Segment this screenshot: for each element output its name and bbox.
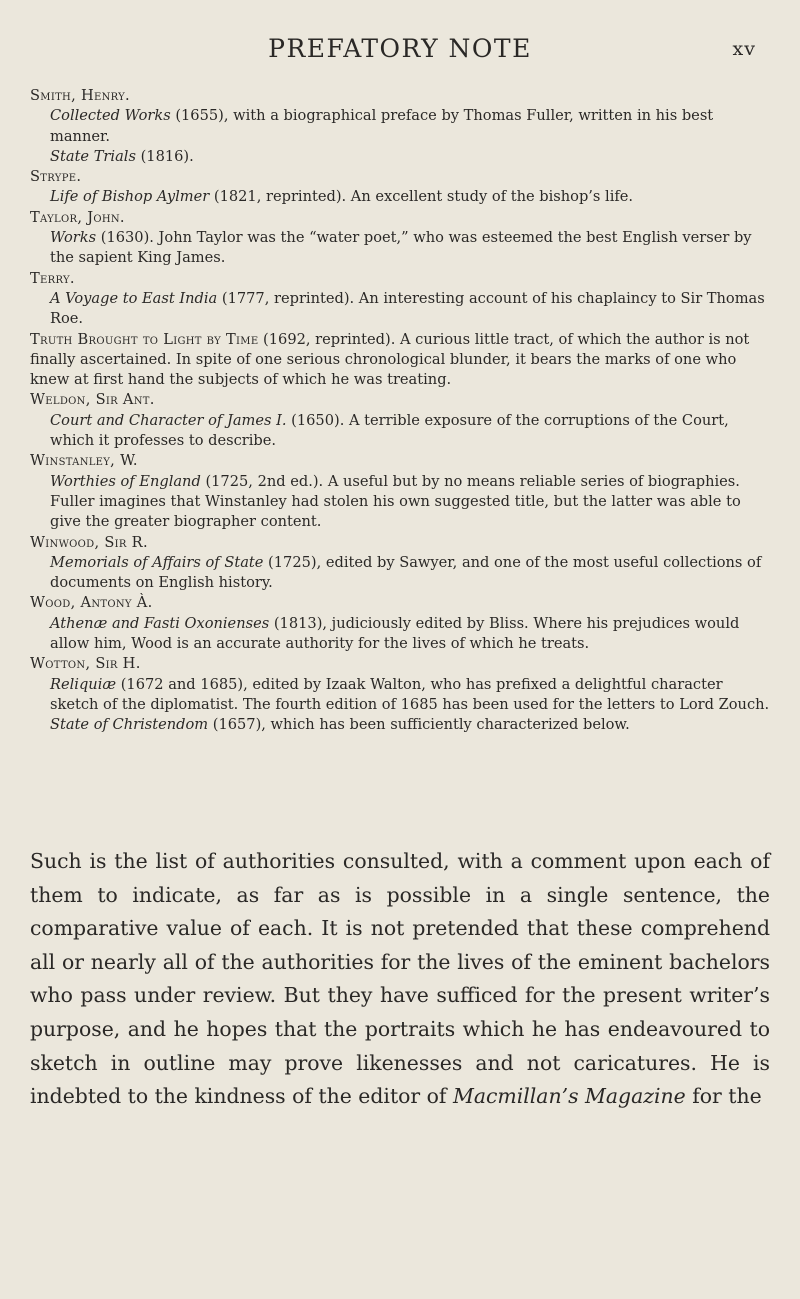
entry-work: [30, 228, 775, 269]
entry-work: [30, 675, 775, 716]
entry-heading: [30, 86, 775, 106]
work-description: (1777, reprinted). An interesting account of his chaplaincy to Sir Thomas Roe.: [50, 289, 765, 328]
entry-heading: [30, 533, 775, 553]
work-description: (1657), which has been sufficiently characterized below.: [208, 716, 630, 734]
work-description: (1672 and 1685), edited by Izaak Walton, who has prefixed a delightful character sketch of the diplomatist. The fourth edition of 1685 has been used for the letters to Lord Zouch.: [50, 675, 770, 713]
work-title: Collected Works: [50, 107, 171, 125]
entry-author: Winwood, Sir R.: [30, 533, 148, 551]
entry-heading: [30, 654, 775, 674]
work-title: Works: [50, 229, 97, 247]
bibliography-entry: [30, 167, 775, 208]
work-description: (1813), judiciously edited by Bliss. Where his prejudices would allow him, Wood is an accurate authority for the lives of which he treats.: [50, 614, 740, 653]
entry-description: (1692, reprinted). A curious little tract, of which the author is not finally ascertained. In spite of one serious chronological blunder, it bears the marks of one who knew at first hand the subjects of which he was treating.: [30, 330, 750, 389]
entry-author: Wood, Antony À.: [30, 594, 153, 612]
work-description: (1821, reprinted). An excellent study of the bishop’s life.: [209, 188, 634, 206]
work-description: (1630). John Taylor was the “water poet,” who was esteemed the best English verser by the sapient King James.: [50, 229, 752, 267]
work-title: Court and Character of James I.: [50, 411, 287, 429]
entry-author: Wotton, Sir H.: [30, 655, 141, 673]
entry-author: Strype.: [30, 168, 82, 186]
closing-tail: for the: [685, 1084, 762, 1109]
page-number: xv: [732, 38, 756, 60]
entry-work: [30, 472, 775, 533]
page-title: PREFATORY NOTE: [268, 34, 532, 63]
bibliography-entry: [30, 533, 775, 594]
entry-heading: [30, 167, 775, 187]
bibliography-entry: [30, 86, 775, 167]
bibliography-entry: [30, 330, 775, 391]
bibliography-list: [30, 86, 775, 736]
entry-work: [30, 411, 775, 452]
bibliography-entry: [30, 390, 775, 451]
work-title: Memorials of Affairs of State: [50, 553, 264, 571]
entry-work: [30, 715, 775, 735]
closing-paragraph: [30, 845, 770, 1114]
entry-heading: [30, 451, 775, 471]
closing-text: Such is the list of authorities consulted, with a comment upon each of them to indicate, as far as is possible in a single sentence, the comparative value of each. It is not pretended that these comprehend all or nearly all of the authorities for the lives of the eminent bachelors who pass under review. But they have sufficed for the present writer’s purpose, and he hopes that the portraits which he has endeavoured to sketch in outline may prove likenesses and not caricatures. He is indebted to the kindness of the editor of: [30, 849, 770, 1109]
entry-work: [30, 289, 775, 330]
work-description: (1725, 2nd ed.). A useful but by no means reliable series of biographies. Fuller imagines that Winstanley had stolen his own suggested title, but the latter was able to give the greater biographer content.: [50, 472, 741, 531]
bibliography-entry: [30, 451, 775, 532]
entry-work: [30, 106, 775, 147]
entry-work: [30, 553, 775, 594]
entry-heading: [30, 208, 775, 228]
running-head: [0, 34, 800, 66]
entry-author: Truth Brought to Light by Time: [30, 330, 259, 348]
bibliography-entry: [30, 269, 775, 330]
bibliography-entry: [30, 654, 775, 735]
work-description: (1725), edited by Sawyer, and one of the most useful collections of documents on English history.: [50, 553, 762, 592]
work-title: Worthies of England: [50, 472, 201, 490]
bibliography-entry: [30, 208, 775, 269]
entry-author: Weldon, Sir Ant.: [30, 391, 155, 409]
work-description: (1650). A terrible exposure of the corruptions of the Court, which it professes to describe.: [50, 411, 729, 450]
entry-heading: [30, 390, 775, 410]
entry-author: Terry.: [30, 269, 75, 287]
work-title: State of Christendom: [50, 716, 209, 734]
work-description: (1655), with a biographical preface by Thomas Fuller, written in his best manner.: [50, 107, 714, 145]
work-title: A Voyage to East India: [50, 289, 218, 307]
work-description: (1816).: [135, 147, 194, 165]
entry-work: [30, 614, 775, 655]
entry-author: Smith, Henry.: [30, 87, 130, 104]
entry-work: [30, 187, 775, 207]
work-title: State Trials: [50, 147, 136, 165]
entry-author: Taylor, John.: [30, 208, 125, 226]
entry-work: [30, 147, 775, 167]
magazine-title: Macmillan’s Magazine: [452, 1084, 686, 1109]
entry-author: Winstanley, W.: [30, 452, 138, 470]
bibliography-entry: [30, 593, 775, 654]
work-title: Life of Bishop Aylmer: [50, 188, 210, 206]
entry-heading: [30, 330, 775, 391]
entry-heading: [30, 269, 775, 289]
work-title: Reliquiæ: [50, 675, 117, 693]
entry-heading: [30, 593, 775, 613]
work-title: Athenæ and Fasti Oxonienses: [50, 614, 270, 632]
